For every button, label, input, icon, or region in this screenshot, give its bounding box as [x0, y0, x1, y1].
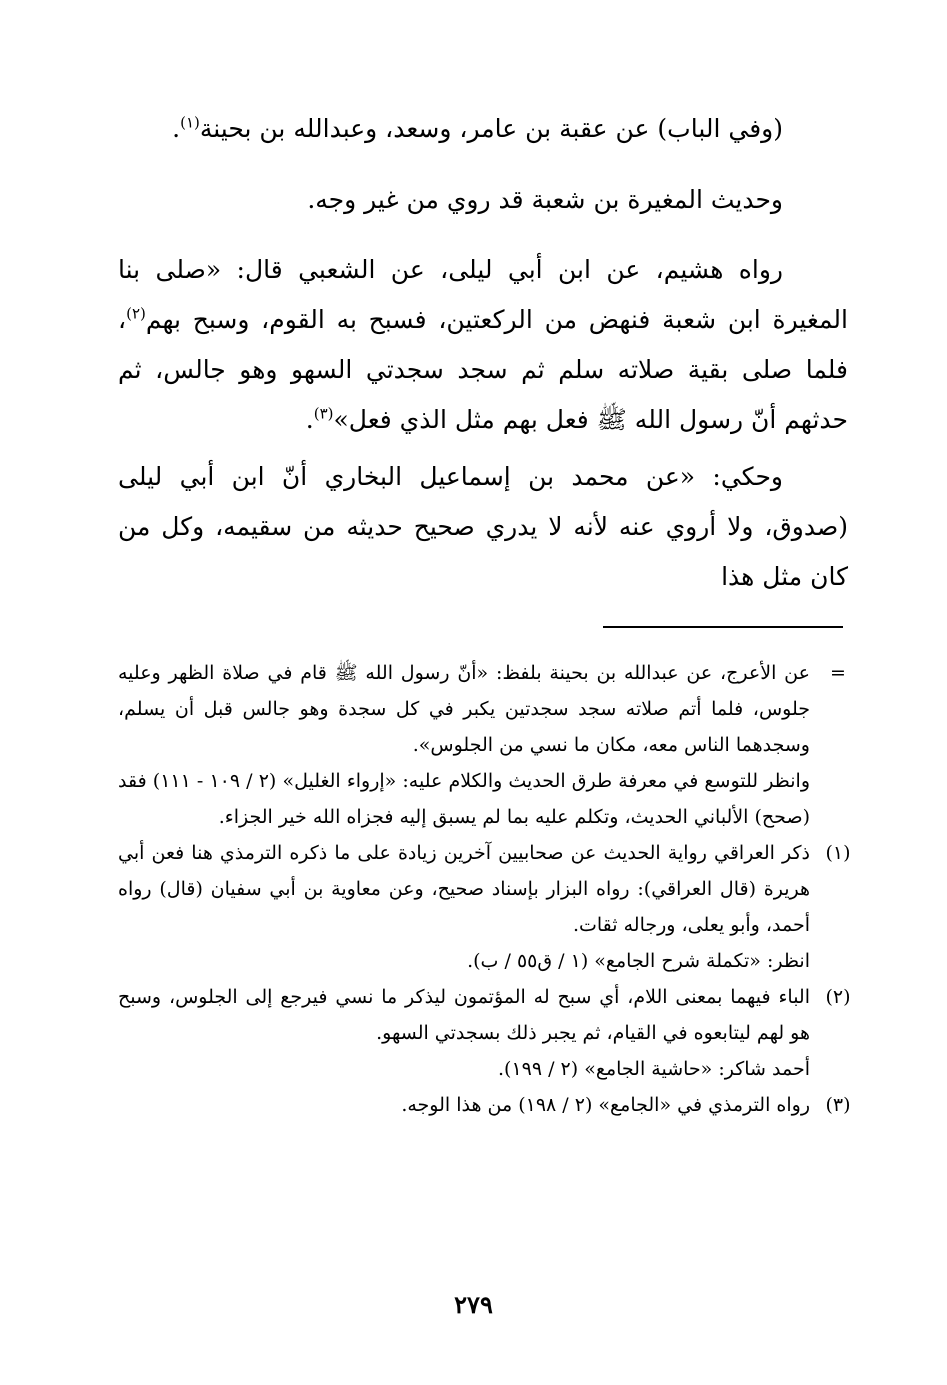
footnote-2 — [118, 979, 860, 1087]
footnote-separator — [603, 626, 843, 628]
paragraph-1-text: (وفي الباب) عن عقبة بن عامر، وسعد، وعبدالله بن بحينة — [199, 114, 783, 143]
footnote-line: رواه الترمذي في «الجامع» (٢ / ١٩٨) من هذا الوجه. — [401, 1094, 810, 1116]
footnote-line: ذكر العراقي رواية الحديث عن صحابيين آخرين زيادة على ما ذكره الترمذي هنا فعن أبي هريرة (قال العراقي): رواه البزار بإسناد صحيح، وعن معاوية بن أبي سفيان (قال) رواه أحمد، وأبو يعلى، ورجاله ثقات. — [118, 842, 810, 936]
paragraph-1-end: . — [172, 114, 181, 143]
paragraph-3-text-a: رواه هشيم، عن ابن أبي ليلى، عن الشعبي قال: «صلى بنا المغيرة ابن شعبة فنهض من الركعتين، فسبح به القوم، وسبح بهم — [118, 255, 848, 334]
paragraph-3-text-b: ، فلما صلى بقية صلاته سلم ثم سجد سجدتي السهو وهو جالس، ثم حدثهم أنّ رسول الله ﷺ فعل بهم مثل الذي فعل» — [118, 305, 848, 434]
page-number: ٢٧٩ — [454, 1290, 493, 1319]
footnote-line: عن الأعرج، عن عبدالله بن بحينة بلفظ: «أنّ رسول الله ﷺ قام في صلاة الظهر وعليه جلوس، فلما أتم صلاته سجد سجدتين يكبر في كل سجدة وهو جالس قبل أن يسلم، وسجدهما الناس معه، مكان ما نسي من الجلوس». — [118, 662, 810, 756]
footnote-1 — [118, 835, 860, 979]
footnotes — [118, 655, 860, 1123]
paragraph-2: وحديث المغيرة بن شعبة قد روي من غير وجه. — [307, 185, 783, 214]
footnote-line: الباء فيهما بمعنى اللام، أي سبح له المؤتمون ليذكر ما نسي فيرجع إلى الجلوس، وسبح هو لهم ليتابعوه في القيام، ثم يجبر ذلك بسجدتي السهو. — [118, 986, 810, 1044]
paragraph-1 — [118, 104, 783, 154]
footnote-marker: (١) — [825, 842, 851, 864]
footnote-ref-3[interactable]: (٣) — [313, 404, 334, 423]
paragraph-3-end: . — [305, 405, 314, 434]
footnote-line: أحمد شاكر: «حاشية الجامع» (٢ / ١٩٩). — [497, 1058, 810, 1080]
footnote-marker: = — [830, 662, 846, 684]
footnote-ref-2[interactable]: (٢) — [126, 304, 146, 323]
footnote-continued — [118, 655, 860, 835]
footnote-marker: (٢) — [825, 986, 851, 1008]
footnote-3 — [118, 1087, 860, 1123]
footnote-ref-1[interactable]: (١) — [180, 113, 200, 132]
paragraph-4: وحكي: «عن محمد بن إسماعيل البخاري أنّ ابن أبي ليلى (صدوق، ولا أروي عنه لأنه لا يدري صحيح حديثه من سقيمه، وكل من كان مثل هذا — [118, 462, 848, 591]
footnote-line: انظر: «تكملة شرح الجامع» (١ / ق٥٥ / ب). — [467, 950, 810, 972]
footnote-line: وانظر للتوسع في معرفة طرق الحديث والكلام عليه: «إرواء الغليل» (٢ / ١٠٩ - ١١١) فقد (صحح) الألباني الحديث، وتكلم عليه بما لم يسبق إليه فجزاه الله خير الجزاء. — [118, 770, 811, 828]
paragraph-3 — [118, 245, 848, 445]
footnote-marker: (٣) — [825, 1094, 851, 1116]
